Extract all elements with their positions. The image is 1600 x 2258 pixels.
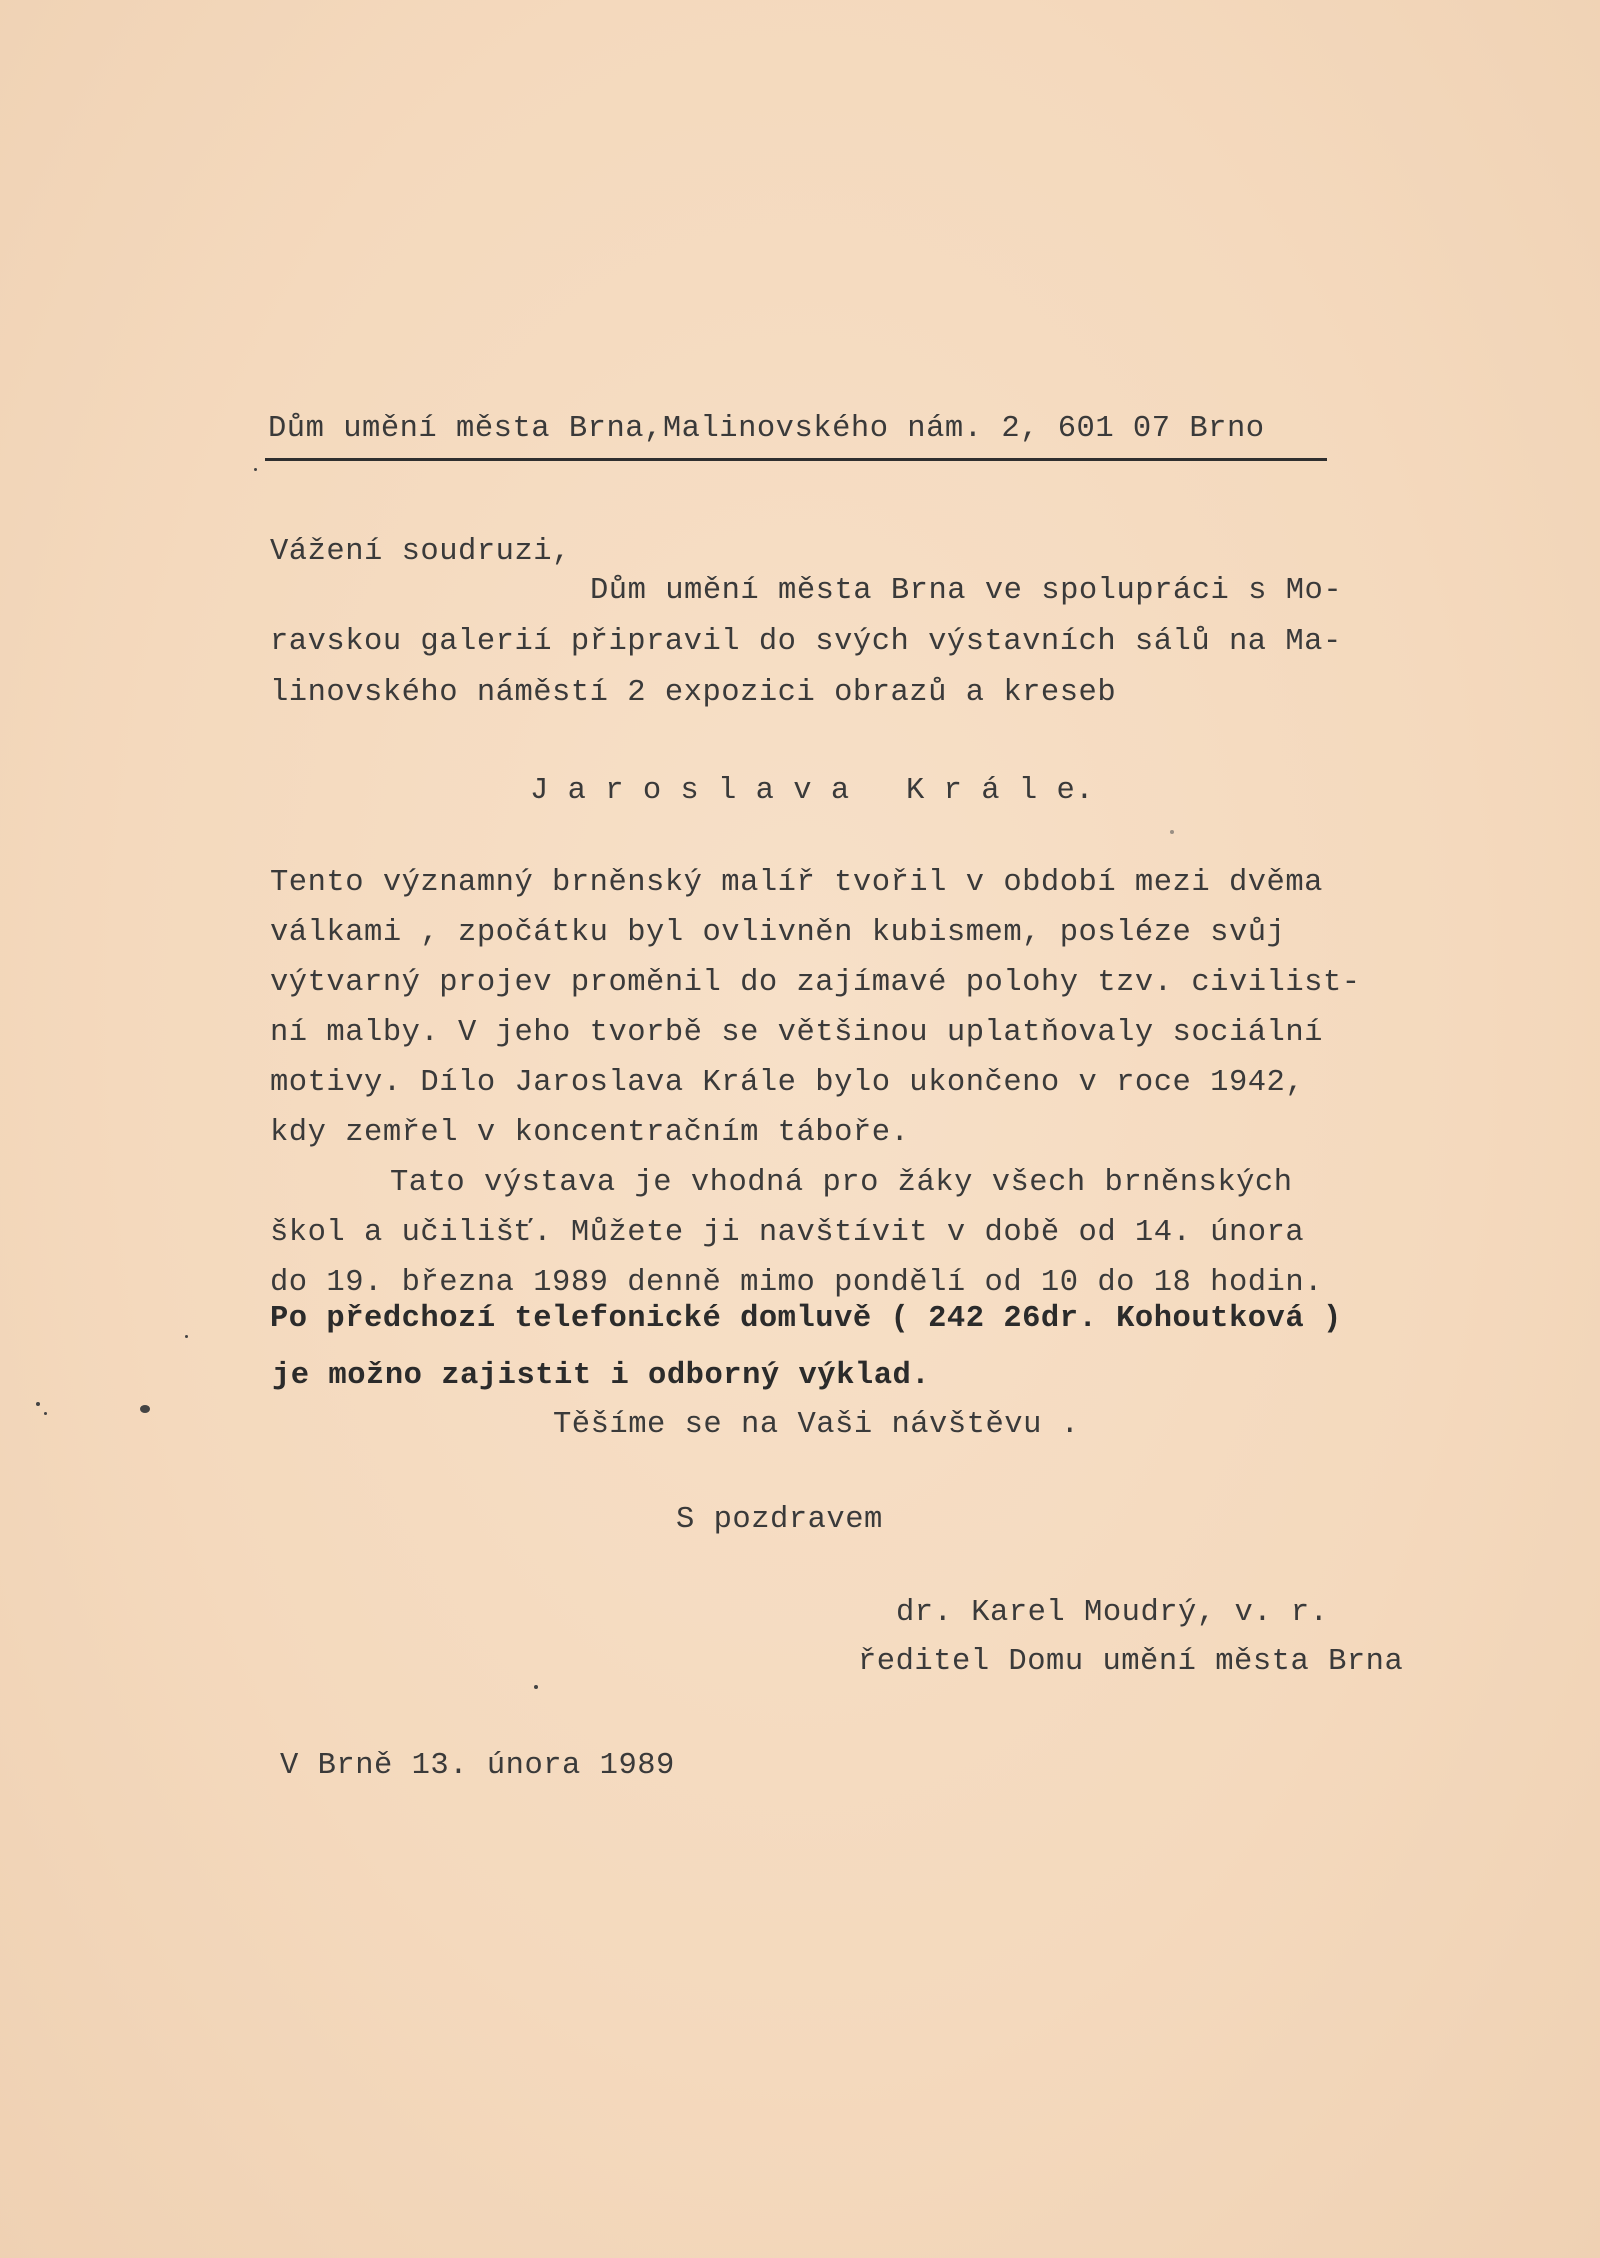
booking-line: je možno zajistit i odborný výklad. — [272, 1359, 931, 1393]
paragraph-line: Tento významný brněnský malíř tvořil v období mezi dvěma — [270, 866, 1323, 900]
paragraph-line: ní malby. V jeho tvorbě se většinou uplatňovaly sociální — [270, 1016, 1323, 1050]
artist-name: J a r o s l a v a K r á l e. — [530, 774, 1095, 808]
place-date: V Brně 13. února 1989 — [280, 1749, 675, 1783]
visit-line: Tato výstava je vhodná pro žáky všech brněnských — [390, 1166, 1293, 1200]
paragraph-line: válkami , zpočátku byl ovlivněn kubismem, posléze svůj — [270, 916, 1286, 950]
paragraph-line: motivy. Dílo Jaroslava Krále bylo ukončeno v roce 1942, — [270, 1066, 1305, 1100]
visit-line: do 19. března 1989 denně mimo pondělí od 10 do 18 hodin. — [270, 1266, 1323, 1300]
paper-speck — [140, 1405, 150, 1413]
intro-line: linovského náměstí 2 expozici obrazů a kreseb — [270, 676, 1117, 710]
paragraph-line: kdy zemřel v koncentračním táboře. — [270, 1116, 910, 1150]
greeting: S pozdravem — [676, 1503, 883, 1537]
salutation: Vážení soudruzi, — [270, 535, 571, 569]
header-address: Dům umění města Brna,Malinovského nám. 2, 601 07 Brno — [268, 412, 1265, 446]
intro-line: ravskou galerií připravil do svých výstavních sálů na Ma- — [270, 625, 1342, 659]
paper-speck — [185, 1335, 188, 1338]
paper-speck — [1170, 830, 1174, 834]
signature-title: ředitel Domu umění města Brna — [858, 1645, 1404, 1679]
visit-line: škol a učilišť. Můžete ji navštívit v době od 14. února — [270, 1216, 1305, 1250]
paper-speck — [44, 1412, 47, 1415]
intro-line: Dům umění města Brna ve spolupráci s Mo- — [590, 574, 1343, 608]
booking-line: Po předchozí telefonické domluvě ( 242 26dr. Kohoutková ) — [270, 1302, 1342, 1336]
closing-wish: Těšíme se na Vaši návštěvu . — [553, 1408, 1080, 1442]
signature-name: dr. Karel Moudrý, v. r. — [896, 1596, 1329, 1630]
paper-speck — [254, 468, 257, 471]
paper-speck — [534, 1685, 538, 1689]
header-rule — [265, 458, 1327, 461]
paragraph-line: výtvarný projev proměnil do zajímavé polohy tzv. civilist- — [270, 966, 1361, 1000]
paper-speck — [36, 1402, 40, 1406]
